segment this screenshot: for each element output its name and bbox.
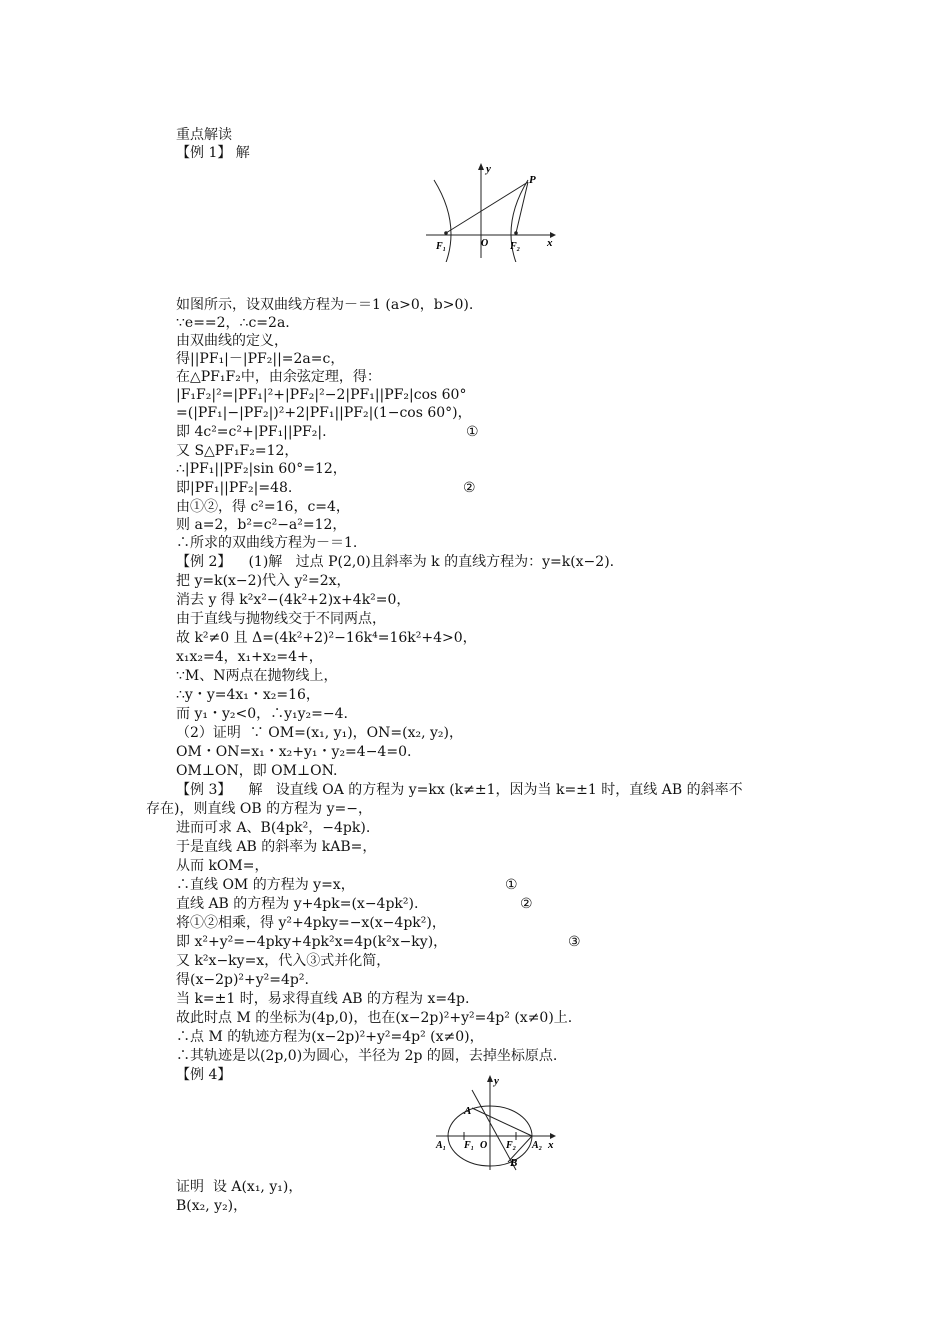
ex3-marker-2: ② xyxy=(520,896,533,912)
ex1-line-6: |F₁F₂|²=|PF₁|²+|PF₂|²−2|PF₁||PF₂|cos 60° xyxy=(176,387,467,403)
ex3-line-2: 于是直线 AB 的斜率为 kAB=， xyxy=(176,839,377,855)
ex1-line-4: 得||PF₁|－|PF₂||=2a=c， xyxy=(176,351,345,367)
x-axis-label: x xyxy=(547,237,553,249)
point-b-label: B xyxy=(510,1157,518,1169)
ex3-cont-line: 存在)，则直线 OB 的方程为 y=−， xyxy=(146,801,372,817)
f2-label: F₂ xyxy=(510,241,521,252)
ex1-line-1: 如图所示，设双曲线方程为－＝1 (a>0，b>0). xyxy=(176,297,474,313)
ex1-line-12: 由①②，得 c²=16，c=4， xyxy=(176,499,350,515)
ex2-line-11: OM⊥ON，即 OM⊥ON. xyxy=(176,763,338,779)
ex3-line-6: 将①②相乘，得 y²+4pky=−x(x−4pk²)， xyxy=(176,915,446,931)
segment-pf1 xyxy=(446,182,528,233)
y-axis-arrow xyxy=(478,163,484,170)
ex1-line-7: =(|PF₁|−|PF₂|)²+2|PF₁||PF₂|(1−cos 60°)， xyxy=(176,405,472,421)
equation-marker-1: ① xyxy=(466,424,479,440)
origin-label: O xyxy=(480,1140,488,1151)
y-axis-label: y xyxy=(494,1075,499,1087)
ex2-line-8: 而 y₁・y₂<0，∴y₁y₂=−4. xyxy=(176,706,348,722)
focus-f2-point xyxy=(514,231,518,235)
example-4-label: 【例 4】 xyxy=(176,1067,232,1083)
ex1-line-8: 即 4c²=c²+|PF₁||PF₂|. xyxy=(176,424,327,440)
example-2-label: 【例 2】 xyxy=(176,554,232,570)
ex3-line-4: ∴直线 OM 的方程为 y=x， xyxy=(176,877,355,893)
ex1-line-9: 又 S△PF₁F₂=12， xyxy=(176,443,299,459)
ex1-line-5: 在△PF₁F₂中，由余弦定理，得： xyxy=(176,369,381,385)
ellipse-figure xyxy=(432,1070,562,1172)
point-p-label: P xyxy=(529,174,536,186)
ex2-line-2: 消去 y 得 k²x²−(4k²+2)x+4k²=0， xyxy=(176,592,411,608)
ex3-marker-1: ① xyxy=(505,877,518,893)
point-a-label: A xyxy=(464,1105,472,1117)
ex2-first-line: (1)解 过点 P(2,0)且斜率为 k 的直线方程为：y=k(x−2). xyxy=(244,554,615,570)
a2-label: A₂ xyxy=(532,1140,543,1151)
section-heading: 重点解读 xyxy=(176,127,232,143)
ex3-line-11: 故此时点 M 的坐标为(4p,0)，也在(x−2p)²+y²=4p² (x≠0)上. xyxy=(176,1010,573,1026)
ex2-line-1: 把 y=k(x−2)代入 y²=2x， xyxy=(176,573,351,589)
ex3-line-1: 进而可求 A、B(4pk²，−4pk). xyxy=(176,820,371,836)
ex1-line-3: 由双曲线的定义， xyxy=(176,333,288,349)
ex2-line-7: ∴y・y=4x₁・x₂=16， xyxy=(176,687,320,703)
ex4-line-2: B(x₂, y₂)， xyxy=(176,1198,248,1214)
ex1-line-13: 则 a=2，b²=c²−a²=12， xyxy=(176,517,347,533)
ex3-line-5: 直线 AB 的方程为 y+4pk=(x−4pk²). xyxy=(176,896,419,912)
ex2-line-10: OM・ON=x₁・x₂+y₁・y₂=4−4=0. xyxy=(176,744,412,760)
origin-label: O xyxy=(481,238,489,249)
ex3-line-7: 即 x²+y²=−4pky+4pk²x=4p(k²x−ky)， xyxy=(176,934,448,950)
ex3-line-9: 得(x−2p)²+y²=4p². xyxy=(176,972,309,988)
focus-f1-point xyxy=(444,231,448,235)
ex1-line-10: ∴|PF₁||PF₂|sin 60°=12， xyxy=(176,461,347,477)
equation-marker-2: ② xyxy=(463,480,476,496)
y-axis-label: y xyxy=(486,163,491,175)
example-1-label: 【例 1】 解 xyxy=(176,145,250,161)
ex2-line-4: 故 k²≠0 且 Δ=(4k²+2)²−16k⁴=16k²+4>0， xyxy=(176,630,477,646)
ex2-line-3: 由于直线与抛物线交于不同两点， xyxy=(176,611,386,627)
ex1-line-2: ∵e==2，∴c=2a. xyxy=(176,315,290,331)
x-axis-label: x xyxy=(548,1139,554,1151)
ex2-line-5: x₁x₂=4，x₁+x₂=4+， xyxy=(176,649,323,665)
ex4-line-1: 证明 设 A(x₁, y₁)， xyxy=(176,1179,303,1195)
f2-label: F₂ xyxy=(506,1140,517,1151)
ex3-line-13: ∴其轨迹是以(2p,0)为圆心，半径为 2p 的圆，去掉坐标原点. xyxy=(176,1048,558,1064)
y-axis-arrow xyxy=(487,1075,493,1082)
ex3-line-3: 从而 kOM=， xyxy=(176,858,269,874)
f1-label: F₁ xyxy=(464,1140,475,1151)
hyperbola-figure xyxy=(424,158,560,262)
ex2-line-6: ∵M、N两点在抛物线上， xyxy=(176,668,338,684)
segment-a-a2 xyxy=(472,1108,532,1136)
ex2-line-9: （2）证明 ∵ OM=(x₁, y₁)，ON=(x₂, y₂)， xyxy=(176,725,463,741)
a1-label: A₁ xyxy=(436,1140,447,1151)
ex3-line-8: 又 k²x−ky=x，代入③式并化简， xyxy=(176,953,391,969)
ex1-line-14: ∴所求的双曲线方程为－＝1. xyxy=(176,535,358,551)
ex3-first-line: 解 设直线 OA 的方程为 y=kx (k≠±1，因为当 k=±1 时，直线 AB 的斜率不 xyxy=(244,782,743,798)
example-3-label: 【例 3】 xyxy=(176,782,232,798)
ex3-line-10: 当 k=±1 时，易求得直线 AB 的方程为 x=4p. xyxy=(176,991,470,1007)
ex1-line-11: 即|PF₁||PF₂|=48. xyxy=(176,480,293,496)
f1-label: F₁ xyxy=(436,241,447,252)
ex3-marker-3: ③ xyxy=(568,934,581,950)
ex3-line-12: ∴点 M 的轨迹方程为(x−2p)²+y²=4p² (x≠0)， xyxy=(176,1029,484,1045)
